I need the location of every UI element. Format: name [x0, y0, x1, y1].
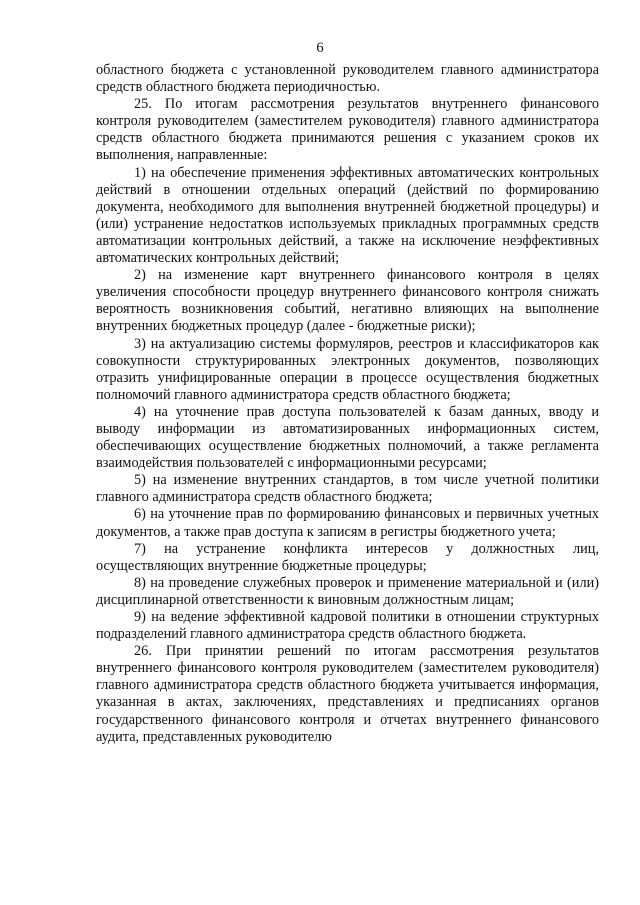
list-item-3: 3) на актуализацию системы формуляров, реестров и классификаторов как совокупности структурированных электронных документов, позволяющих отразить унифицированные операции в процессе осуществления бюджетных полномочий главного администратора средств областного бюджета;: [96, 335, 599, 403]
list-item-1: 1) на обеспечение применения эффективных автоматических контрольных действий в отношении отдельных операций (действий по формированию документа, необходимого для выполнения внутренней бюджетной процедуры) и (или) устранение недостатков используемых прикладных программных средств автоматизации контрольных действий, а также на исключение неэффективных автоматических контрольных действий;: [96, 164, 599, 267]
paragraph-continuation: областного бюджета с установленной руководителем главного администратора средств областного бюджета периодичностью.: [96, 62, 599, 96]
list-item-4: 4) на уточнение прав доступа пользователей к базам данных, вводу и выводу информации из автоматизированных информационных систем, обеспечивающих осуществление бюджетных полномочий, а также регламента взаимодействия пользователей с информационными ресурсами;: [96, 403, 599, 472]
list-item-9: 9) на ведение эффективной кадровой политики в отношении структурных подразделений главного администратора средств областного бюджета.: [96, 609, 599, 643]
list-item-2: 2) на изменение карт внутреннего финансового контроля в целях увеличения способности процедур внутреннего финансового контроля снижать вероятность возникновения событий, негативно влияющих на выполнение внутренних бюджетных процедур (далее - бюджетные риски);: [96, 267, 599, 335]
list-item-6: 6) на уточнение прав по формированию финансовых и первичных учетных документов, а также прав доступа к записям в регистры бюджетного учета;: [96, 506, 599, 540]
paragraph-26: 26. При принятии решений по итогам рассмотрения результатов внутреннего финансового контроля руководителем (заместителем руководителя) главного администратора средств областного бюджета учитывается информация, указанная в актах, заключениях, представлениях и предписаниях органов государственного финансового контроля и отчетах внутреннего финансового аудита, представленных руководителю: [96, 643, 599, 745]
list-item-8: 8) на проведение служебных проверок и применение материальной и (или) дисциплинарной ответственности к виновным должностным лицам;: [96, 574, 599, 608]
paragraph-25: 25. По итогам рассмотрения результатов внутреннего финансового контроля руководителем (заместителем руководителя) главного администратора средств областного бюджета принимаются решения с указанием сроков их выполнения, направленные:: [96, 96, 599, 164]
document-body: [96, 62, 599, 746]
page-number: 6: [316, 40, 324, 56]
list-item-7: 7) на устранение конфликта интересов у должностных лиц, осуществляющих внутренние бюджетные процедуры;: [96, 540, 599, 574]
list-item-5: 5) на изменение внутренних стандартов, в том числе учетной политики главного администратора средств областного бюджета;: [96, 472, 599, 506]
